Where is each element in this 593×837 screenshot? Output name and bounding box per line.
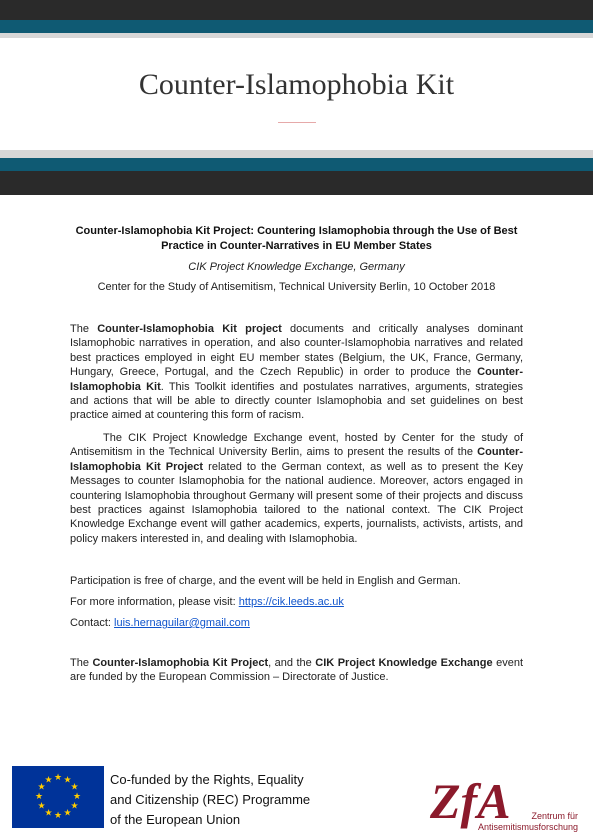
header-band-top-teal xyxy=(0,20,593,33)
eu-stars-icon xyxy=(12,766,104,828)
svg-text:★: ★ xyxy=(53,773,63,783)
eu-cofunding-text: Co-funded by the Rights, Equality and Citizenship (REC) Programme of the European Union xyxy=(110,772,311,827)
document-title: Counter-Islamophobia Kit Project: Countering Islamophobia through the Use of Best Practice in Counter-Narratives in EU Member States xyxy=(75,225,518,252)
svg-text:★: ★ xyxy=(70,782,79,793)
zfa-logo xyxy=(428,768,580,834)
header-band-bottom-gray xyxy=(0,150,593,158)
banner-title: Counter-Islamophobia Kit xyxy=(138,68,455,101)
svg-text:★: ★ xyxy=(37,782,46,793)
paragraph-event-description: The CIK Project Knowledge Exchange event, hosted by Center for the study of Antisemitism in the Technical University Berlin, aims to present the results of the Counter-Islamophobia Kit Project related to the German context, as well as to present the Key Messages to counter Islamophobia for the national audience. Moreover, actors engaged in countering Islamophobia throughout Germany will present some of their projects and discuss best practices against Islamophobia tailored to the national context. The CIK Project Knowledge Exchange event will gather academics, experts, journalists, activists, artists, and policy makers interested in, and dealing with Islamophobia. xyxy=(70,432,524,545)
svg-text:★: ★ xyxy=(63,808,72,819)
paragraph-project-intro: The Counter-Islamophobia Kit project documents and critically analyses dominant Islamophobic narratives in operation, and also counter-Islamophobia narratives and related best practices employed in eight EU member states (Belgium, the UK, France, Germany, Hungary, Greece, Portugal, and the Czech Republic) in order to produce the Counter-Islamophobia Kit. This Toolkit identifies and postulates narratives, arguments, strategies and actions that will be able to directly counter Islamophobia and set guidelines on best practice aimed at countering this form of racism. xyxy=(70,323,523,422)
funding-statement: The Counter-Islamophobia Kit Project, and the CIK Project Knowledge Exchange event are funded by the European Commission – Directorate of Justice. xyxy=(70,657,524,684)
project-website-link[interactable]: https://cik.leeds.ac.uk xyxy=(238,596,344,608)
participation-note: Participation is free of charge, and the event will be held in English and German. xyxy=(70,575,461,587)
zfa-name-line1: Zentrum für xyxy=(531,811,578,821)
zfa-name-line2: Antisemitismusforschung xyxy=(477,822,578,832)
svg-text:★: ★ xyxy=(70,801,79,812)
svg-text:★: ★ xyxy=(63,775,72,786)
header-band-top-gray xyxy=(0,33,593,38)
more-info-line: For more information, please visit: https://cik.leeds.ac.uk xyxy=(70,596,344,608)
header-band-bottom-teal xyxy=(0,158,593,171)
header-band-top-dark xyxy=(0,0,593,20)
svg-text:★: ★ xyxy=(72,792,82,802)
contact-email-link[interactable]: luis.hernaguilar@gmail.com xyxy=(114,617,250,629)
svg-text:★: ★ xyxy=(37,801,46,812)
zfa-logo-mark: ZfA xyxy=(430,773,511,829)
title-divider xyxy=(278,122,316,123)
svg-text:★: ★ xyxy=(44,808,53,819)
eu-flag-logo xyxy=(12,766,104,828)
svg-text:★: ★ xyxy=(44,775,53,786)
svg-text:★: ★ xyxy=(53,811,63,821)
event-venue-date: Center for the Study of Antisemitism, Technical University Berlin, 10 October 2018 xyxy=(97,281,496,293)
header-band-bottom-dark xyxy=(0,171,593,195)
svg-text:★: ★ xyxy=(34,792,44,802)
event-subtitle: CIK Project Knowledge Exchange, Germany xyxy=(188,261,405,273)
contact-line: Contact: luis.hernaguilar@gmail.com xyxy=(70,617,250,629)
